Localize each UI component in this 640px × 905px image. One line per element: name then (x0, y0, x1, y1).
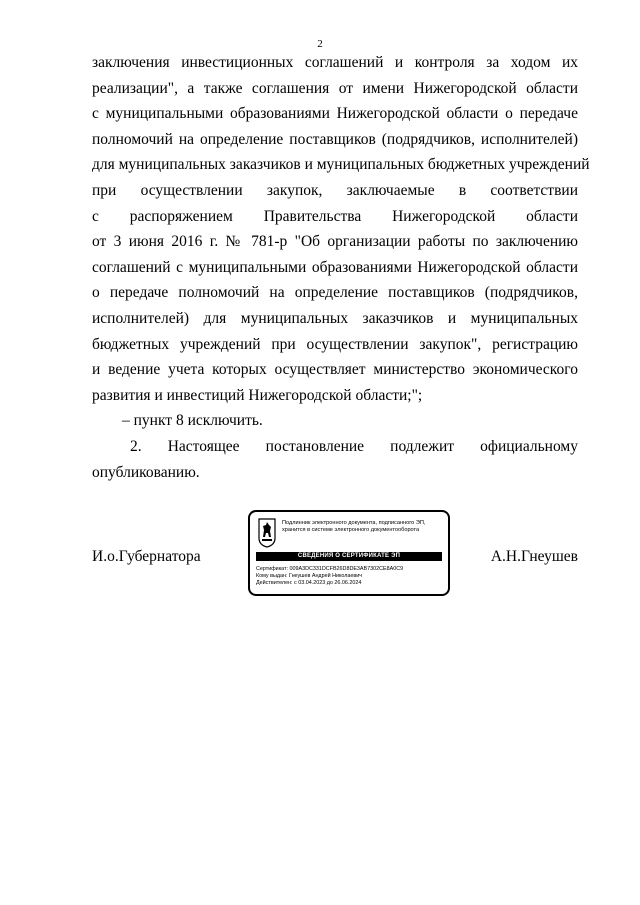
body-line: при осуществлении закупок, заключаемые в соответствии (92, 181, 578, 199)
clause-2-line (92, 434, 578, 460)
stamp-certificate-details (256, 566, 446, 586)
stamp-top-line: Подлинник электронного документа, подписанного ЭП, (282, 520, 426, 526)
document-body (92, 50, 590, 485)
body-line: с муниципальными образованиями Нижегородской области о передаче (92, 105, 578, 123)
body-line: исполнителей) для муниципальных заказчиков и муниципальных (92, 309, 578, 327)
body-line: развития и инвестиций Нижегородской области;"; (92, 386, 423, 404)
clause-2-word: постановление (265, 437, 365, 455)
body-line: соглашений с муниципальными образованиями Нижегородской области (92, 258, 578, 276)
body-line: бюджетных учреждений при осуществлении закупок", регистрацию (92, 335, 578, 353)
stamp-top-line: хранится в системе электронного документооборота (282, 527, 420, 534)
stamp-certificate-header: СВЕДЕНИЯ О СЕРТИФИКАТЕ ЭП (256, 552, 442, 561)
page-number: 2 (317, 38, 323, 50)
body-line: полномочий на определение поставщиков (подрядчиков, исполнителей) (92, 130, 578, 148)
clause-2-number: 2. (130, 437, 142, 455)
clause-2-last-line: опубликованию. (92, 463, 200, 481)
body-line: и ведение учета которых осуществляет министерство экономического (92, 361, 578, 379)
certificate-validity: Действителен: с 03.04.2023 до 26.06.2024 (256, 579, 362, 586)
clause-2-word: подлежит (390, 437, 455, 455)
body-line: для муниципальных заказчиков и муниципальных бюджетных учреждений (92, 156, 590, 174)
body-line: с распоряжением Правительства Нижегородской области (92, 207, 578, 225)
certificate-number: Сертификат: 009A3DC331DCFB26D8DE3AB7302CE8A0C9 (256, 566, 404, 572)
signatory-name: А.Н.Гнеушев (490, 548, 578, 565)
stamp-header-text (282, 520, 447, 535)
nizhny-novgorod-emblem-icon (258, 518, 276, 548)
electronic-signature-stamp (248, 510, 450, 596)
clause-2-word: официальному (480, 437, 578, 455)
body-line: от 3 июня 2016 г. № 781-р "Об организации работы по заключению (92, 233, 578, 251)
body-line: заключения инвестиционных соглашений и контроля за ходом их (92, 54, 578, 71)
paragraph-1 (92, 50, 590, 408)
certificate-owner: Кому выдан: Гнеушев Андрей Николаевич (256, 572, 363, 579)
signatory-position: И.о.Губернатора (92, 548, 201, 565)
item-excluded: – пункт 8 исключить. (122, 412, 263, 430)
body-line: реализации", а также соглашения от имени Нижегородской области (92, 79, 578, 97)
clause-2-word: Настоящее (167, 437, 240, 455)
body-line: о передаче полномочий на определение поставщиков (подрядчиков, (92, 284, 578, 302)
